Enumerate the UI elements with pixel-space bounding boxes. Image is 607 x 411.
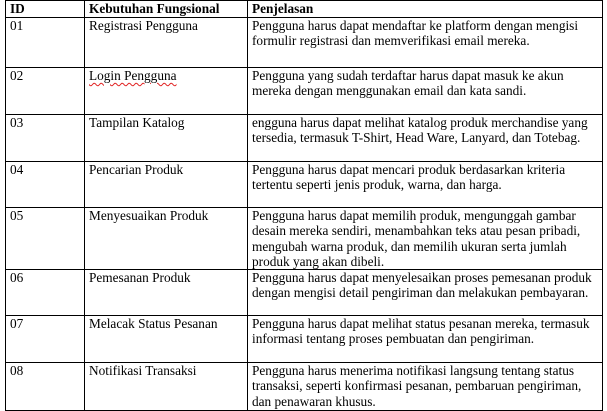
cell-id: 02 [6, 68, 85, 115]
table-header-row [6, 1, 603, 18]
cell-description: Pengguna harus dapat menyelesaikan proses pemesanan produk dengan mengisi detail pengiriman dan melakukan pembayaran. [248, 270, 603, 316]
cell-function: Pemesanan Produk [85, 270, 248, 316]
cell-id: 08 [6, 363, 85, 411]
table-row [6, 316, 603, 363]
cell-function [85, 68, 248, 115]
cell-description: Pengguna harus menerima notifikasi langsung tentang status transaksi, seperti konfirmasi pesanan, pembaruan pengiriman, dan penawaran khusus. [248, 363, 603, 411]
cell-function: Registrasi Pengguna [85, 18, 248, 68]
cell-description: Pengguna yang sudah terdaftar harus dapat masuk ke akun mereka dengan menggunakan email dan kata sandi. [248, 68, 603, 115]
cell-id: 05 [6, 208, 85, 270]
cell-id: 07 [6, 316, 85, 363]
table-row [6, 270, 603, 316]
cell-function: Pencarian Produk [85, 162, 248, 208]
cell-id: 04 [6, 162, 85, 208]
cell-description: engguna harus dapat melihat katalog produk merchandise yang tersedia, termasuk T-Shirt, Head Ware, Lanyard, dan Totebag. [248, 115, 603, 162]
cell-description: Pengguna harus dapat mendaftar ke platform dengan mengisi formulir registrasi dan memverifikasi email mereka. [248, 18, 603, 68]
cell-description: Pengguna harus dapat mencari produk berdasarkan kriteria tertentu seperti jenis produk, warna, dan harga. [248, 162, 603, 208]
cell-id: 01 [6, 18, 85, 68]
table-row [6, 115, 603, 162]
cell-id: 03 [6, 115, 85, 162]
table-row [6, 162, 603, 208]
table-row [6, 208, 603, 270]
functional-requirements-table [5, 0, 603, 411]
cell-id: 06 [6, 270, 85, 316]
table-row [6, 18, 603, 68]
function-text: Login Pengguna [89, 68, 177, 83]
cell-description: Pengguna harus dapat memilih produk, mengunggah gambar desain mereka sendiri, menambahkan teks atau pesan pribadi, mengubah warna produk, dan memilih ukuran serta jumlah produk yang akan dibeli. [248, 208, 603, 270]
cell-function: Notifikasi Transaksi [85, 363, 248, 411]
header-description: Penjelasan [248, 1, 603, 18]
table-row [6, 68, 603, 115]
cell-function: Tampilan Katalog [85, 115, 248, 162]
header-function: Kebutuhan Fungsional [85, 1, 248, 18]
header-id: ID [6, 1, 85, 18]
cell-description: Pengguna harus dapat melihat status pesanan mereka, termasuk informasi tentang proses pembuatan dan pengiriman. [248, 316, 603, 363]
table-row [6, 363, 603, 411]
cell-function: Menyesuaikan Produk [85, 208, 248, 270]
cell-function: Melacak Status Pesanan [85, 316, 248, 363]
